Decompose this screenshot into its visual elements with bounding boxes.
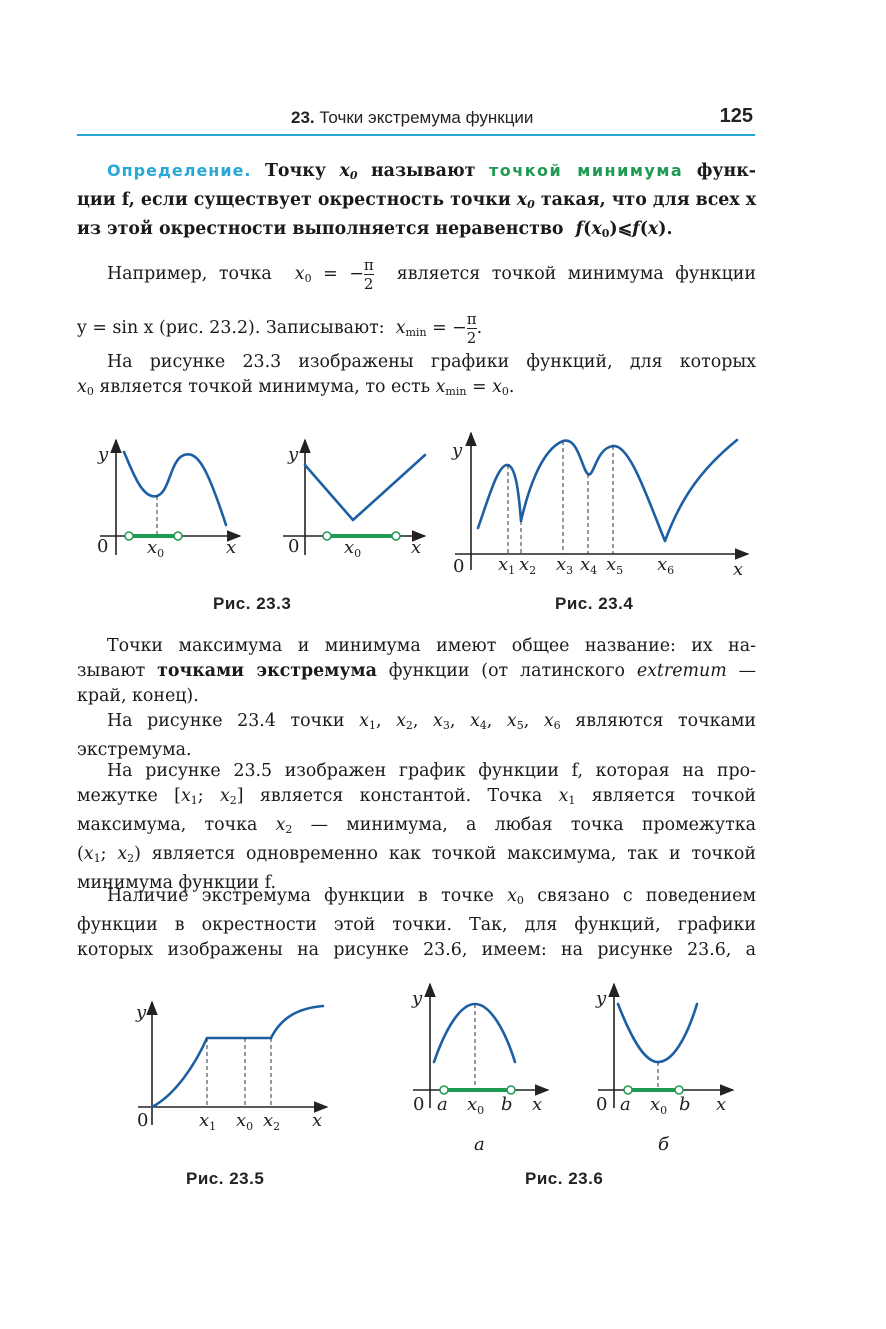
svg-text:b: b — [679, 1094, 691, 1115]
svg-text:x: x — [411, 537, 422, 558]
fig-23-5-caption: Рис. 23.5 — [186, 1169, 265, 1188]
extremum-paragraph: Точки максимума и минимума имеют общее название: их на- зывают точками экстремума функции (от латинского extremum — край, конец). — [77, 636, 756, 706]
svg-text:x: x — [532, 1094, 543, 1115]
svg-text:a: a — [437, 1094, 448, 1115]
fig-23-6-b-graph — [595, 984, 733, 1117]
svg-text:x: x — [226, 537, 237, 558]
svg-text:0: 0 — [453, 556, 465, 577]
svg-text:y: y — [596, 988, 607, 1009]
example-paragraph: Например, точка $x_0$ = − $\frac{\pi}{2}$ является точкой минимума функции — [107, 256, 756, 293]
paragraph-fig-23-3: На рисунке 23.3 изображены графики функций, для которых $x_0$ является точкой минимума, то есть $x_{min} = x_0$. — [77, 352, 756, 398]
fig-23-3-right-graph — [283, 440, 425, 560]
svg-text:y: y — [288, 444, 299, 465]
svg-text:x0: $x_0$ — [467, 1094, 485, 1117]
svg-text:x0: $x_0$ — [236, 1110, 254, 1133]
svg-text:x2: $x_2$ — [263, 1110, 281, 1133]
svg-text:x0: $x_0$ — [147, 537, 165, 560]
fig-23-6-b-label: б — [658, 1134, 669, 1155]
paragraph-fig-23-4: На рисунке 23.4 точки $x_1$, $x_2$, $x_3$, $x_4$, $x_5$, $x_6$ являются точками экстремума. — [77, 711, 757, 760]
svg-text:y: y — [452, 440, 463, 461]
svg-text:x0: $x_0$ — [344, 537, 362, 560]
fig-23-3-left-graph — [97, 440, 240, 560]
svg-text:0: 0 — [413, 1094, 425, 1115]
svg-text:0: 0 — [97, 536, 109, 557]
fig-23-6-caption: Рис. 23.6 — [525, 1169, 604, 1188]
svg-text:x: x — [312, 1110, 323, 1131]
svg-text:x2: $x_2$ — [519, 554, 537, 577]
svg-text:x6: $x_6$ — [657, 554, 675, 577]
paragraph-fig-23-5: На рисунке 23.5 изображен график функции f, которая на про- межутке [$x_1$; $x_2$] является константой. Точка $x_1$ является точкой максимума, точка $x_2$ — минимума, а любая точка промежутка ($x_1$; $x_2$) является одновременно как точкой максимума, так и точкой минимума функции f. — [77, 761, 757, 893]
fig-23-4-caption: Рис. 23.4 — [555, 594, 634, 613]
fig-23-6-a-graph — [411, 984, 548, 1117]
svg-text:x5: $x_5$ — [606, 554, 624, 577]
behavior-paragraph: Наличие экстремума функции в точке $x_0$ связано с поведением функции в окрестности этой точки. Так, для функций, графики которых изображены на рисунке 23.6, имеем: на рисунке 23.6, а — [77, 886, 756, 960]
svg-text:a: a — [620, 1094, 631, 1115]
fig-23-6-a-label: а — [474, 1134, 485, 1155]
svg-text:0: 0 — [288, 536, 300, 557]
svg-text:x4: $x_4$ — [580, 554, 598, 577]
fig-23-5-graph — [135, 1002, 327, 1133]
svg-text:y: y — [136, 1002, 147, 1023]
svg-text:x: x — [733, 559, 744, 580]
page-number: 125 — [719, 105, 753, 127]
svg-text:b: b — [501, 1094, 513, 1115]
svg-text:x1: $x_1$ — [199, 1110, 217, 1133]
svg-text:0: 0 — [596, 1094, 608, 1115]
definition-paragraph: Определение. Точку $x_0$ называют точкой минимума функ- ции f, если существует окрестность точки $x_0$ такая, что для всех x из этой окрестности выполняется неравенство $f(x_0)⩽f(x)$. — [77, 161, 757, 240]
section-title: 23. Точки экстремума функции — [291, 108, 534, 127]
svg-text:0: 0 — [137, 1110, 149, 1131]
svg-text:x3: $x_3$ — [556, 554, 574, 577]
svg-text:y: y — [412, 988, 423, 1009]
svg-text:x: x — [716, 1094, 727, 1115]
example-paragraph-2: y = sin x (рис. 23.2). Записывают: $x_{min}$ = − $\frac{\pi}{2}$ . — [77, 310, 483, 347]
fig-23-3-caption: Рис. 23.3 — [213, 594, 292, 613]
svg-text:x0: $x_0$ — [650, 1094, 668, 1117]
fig-23-4-graph — [451, 433, 748, 580]
svg-text:y: y — [98, 444, 109, 465]
svg-text:x1: $x_1$ — [498, 554, 516, 577]
